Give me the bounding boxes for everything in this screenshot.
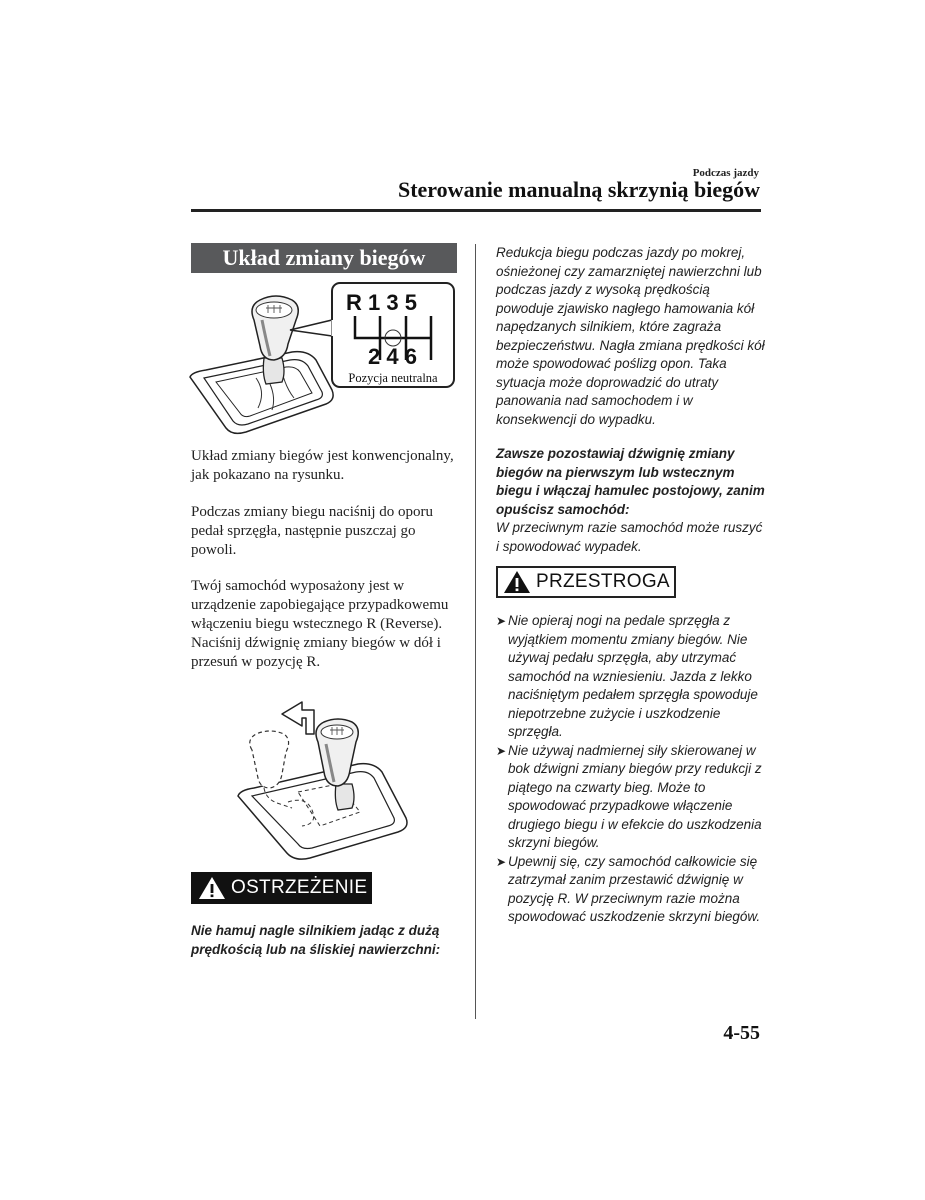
paragraph-clutch: Podczas zmiany biegu naciśnij do oporu pedał sprzęgła, następnie puszczaj go powoli. [191, 504, 434, 558]
caution-list [496, 612, 766, 927]
caution-item-text: Upewnij się, czy samochód całkowicie się zatrzymał zanim przestawić dźwignię w pozycję R. W przeciwnym razie można spowodować uszkodzenie skrzyni biegów. [508, 853, 761, 924]
neutral-position-caption: Pozycja neutralna [348, 371, 438, 385]
header-rule [191, 209, 761, 212]
paragraph-downshift: Redukcja biegu podczas jazdy po mokrej, ośnieżonej czy zamarzniętej nawierzchni lub podczas jazdy z wysoką prędkością powoduje zjawisko nagłego hamowania kół napędzanych silnikiem, które zagraża bezpieczeństwu. Nagła zmiana prędkości kół może spowodować poślizg opon. Taka sytuacja może doprowadzić do utraty panowania nad samochodem i w konsekwencji do wypadku. [496, 245, 765, 427]
parking-note-bold: Zawsze pozostawiaj dźwignię zmiany biegów na pierwszym lub wstecznym biegu i włączaj hamulec postojowy, zanim opuścisz samochód: [496, 446, 765, 517]
caution-item-text: Nie opieraj nogi na pedale sprzęgła z wyjątkiem momentu zmiany biegów. Nie używaj pedału sprzęgła, aby utrzymać samochód na wzniesieniu. Jazda z lekko naciśniętym pedałem sprzęgła spowoduje niepotrzebne zużycie i uszkodzenie sprzęgła. [508, 613, 758, 739]
caution-item [496, 742, 766, 853]
caution-banner [496, 566, 676, 598]
arrow-bullet-icon: ➤ [496, 614, 507, 628]
caution-item-text: Nie używaj nadmiernej siły skierowanej w bok dźwigni zmiany biegów przy redukcji z piątego na czwarty bieg. Może to spowodować przypadkowe włączenie drugiego biegu i w efekcie do uszkodzenia skrzyni biegów. [508, 742, 762, 850]
warning-label: OSTRZEŻENIE [231, 877, 368, 898]
caution-item [496, 612, 766, 742]
column-divider [475, 244, 476, 1019]
shift-pattern-bottom-row: 2 4 6 [368, 344, 417, 369]
parking-note-text: W przeciwnym razie samochód może ruszyć i spowodować wypadek. [496, 520, 763, 554]
shift-pattern-top-row: R 1 3 5 [346, 290, 417, 315]
warning-banner [191, 872, 372, 904]
section-label: Podczas jazdy [692, 167, 759, 179]
caution-triangle-icon [503, 570, 531, 594]
paragraph-pattern: Układ zmiany biegów jest konwencjonalny, jak pokazano na rysunku. [191, 448, 454, 483]
caution-item [496, 853, 766, 927]
paragraph-reverse: Twój samochód wyposażony jest w urządzenie zapobiegające przypadkowemu włączeniu biegu wstecznego R (Reverse). Naciśnij dźwignię zmiany biegów w dół i przesuń w pozycję R. [191, 578, 449, 670]
arrow-bullet-icon: ➤ [496, 743, 507, 758]
caution-label: PRZESTROGA [536, 571, 670, 592]
warning-text: Nie hamuj nagle silnikiem jadąc z dużą prędkością lub na śliskiej nawierzchni: [191, 923, 441, 957]
page-title: Sterowanie manualną skrzynią biegów [397, 177, 760, 202]
warning-triangle-icon [198, 876, 226, 900]
gear-shift-illustration [186, 280, 458, 440]
reverse-shift-illustration [228, 700, 418, 862]
section-heading: Układ zmiany biegów [191, 243, 457, 273]
arrow-bullet-icon: ➤ [496, 854, 507, 869]
page-number: 4-55 [723, 1022, 760, 1044]
